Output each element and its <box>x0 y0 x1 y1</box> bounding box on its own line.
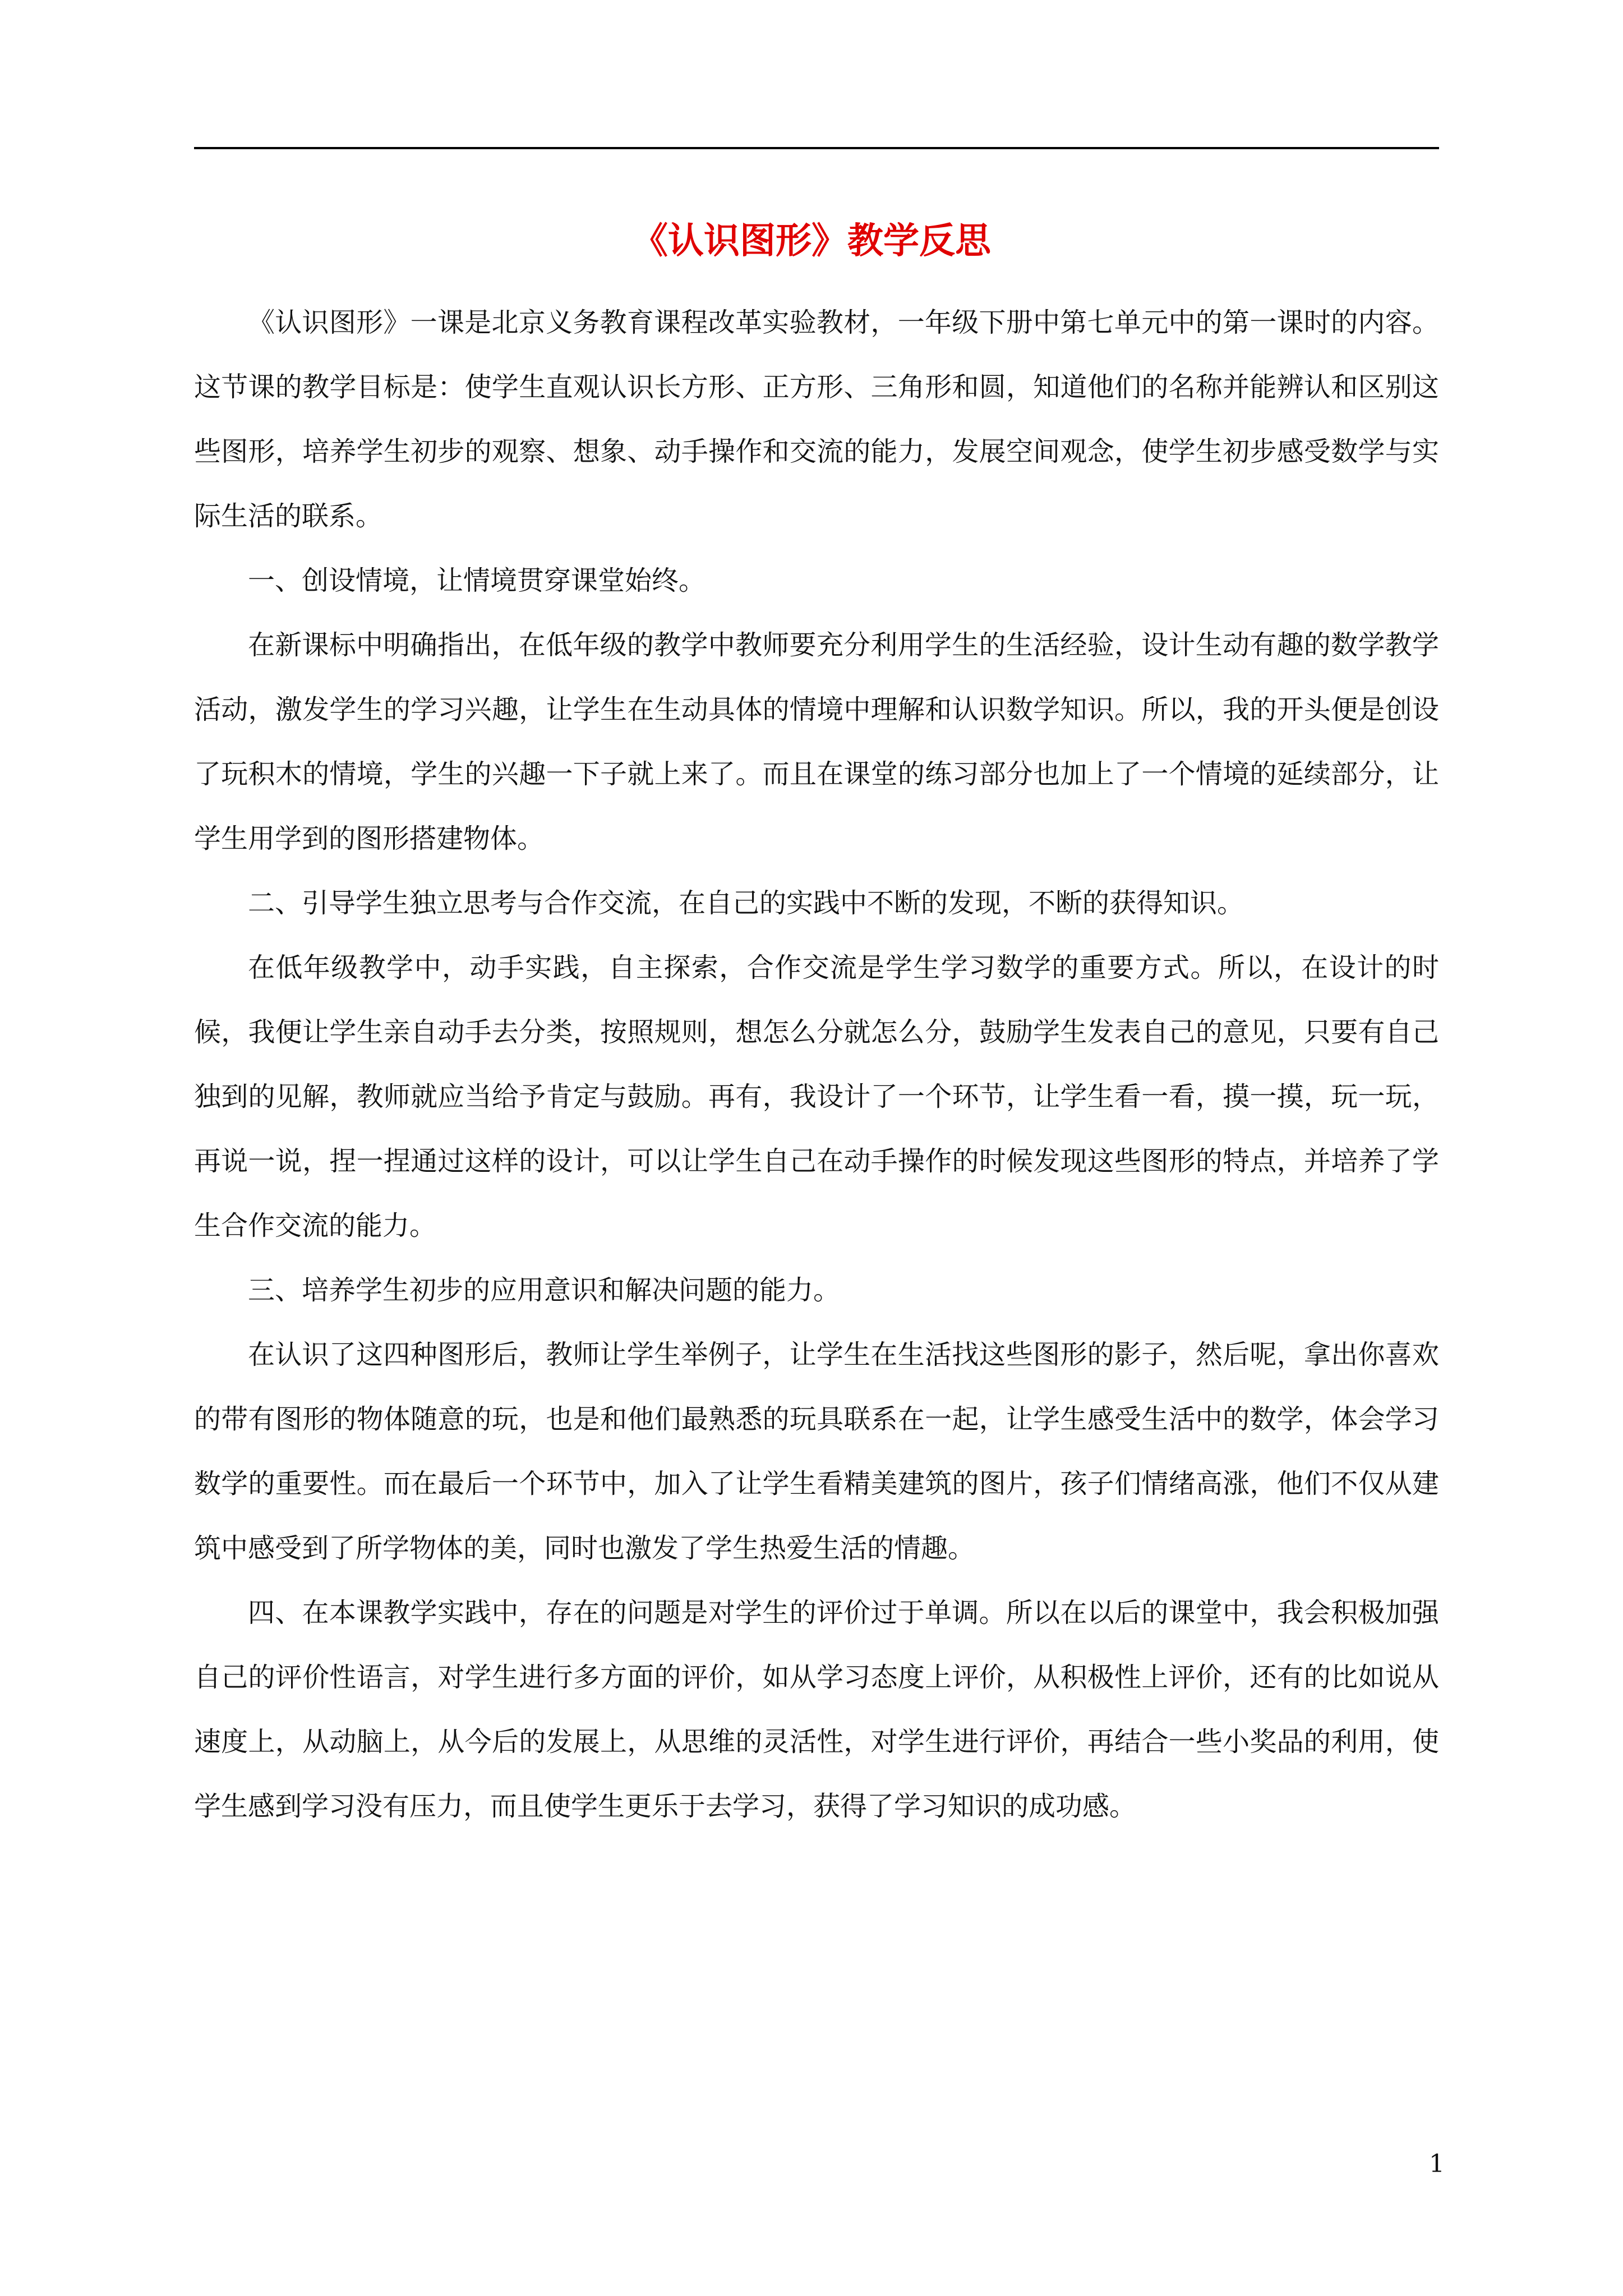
section-paragraph-1: 在新课标中明确指出，在低年级的教学中教师要充分利用学生的生活经验，设计生动有趣的数学教学活动，激发学生的学习兴趣，让学生在生动具体的情境中理解和认识数学知识。所以，我的开头便是创设了玩积木的情境，学生的兴趣一下子就上来了。而且在课堂的练习部分也加上了一个情境的延续部分，让学生用学到的图形搭建物体。 <box>194 629 1439 854</box>
page-number: 1 <box>1429 2150 1445 2178</box>
section-paragraph-3: 在认识了这四种图形后，教师让学生举例子，让学生在生活找这些图形的影子，然后呢，拿出你喜欢的带有图形的物体随意的玩，也是和他们最熟悉的玩具联系在一起，让学生感受生活中的数学，体会学习数学的重要性。而在最后一个环节中，加入了让学生看精美建筑的图片，孩子们情绪高涨，他们不仅从建筑中感受到了所学物体的美，同时也激发了学生热爱生活的情趣。 <box>194 1339 1439 1564</box>
section-paragraph-2: 在低年级教学中，动手实践，自主探索，合作交流是学生学习数学的重要方式。所以，在设计的时候，我便让学生亲自动手去分类，按照规则，想怎么分就怎么分，鼓励学生发表自己的意见，只要有自己独到的见解，教师就应当给予肯定与鼓励。再有，我设计了一个环节，让学生看一看，摸一摸，玩一玩，再说一说，捏一捏通过这样的设计，可以让学生自己在动手操作的时候发现这些图形的特点，并培养了学生合作交流的能力。 <box>194 952 1439 1241</box>
intro-paragraph: 《认识图形》一课是北京义务教育课程改革实验教材，一年级下册中第七单元中的第一课时的内容。这节课的教学目标是：使学生直观认识长方形、正方形、三角形和圆，知道他们的名称并能辨认和区别这些图形，培养学生初步的观察、想象、动手操作和交流的能力，发展空间观念，使学生初步感受数学与实际生活的联系。 <box>194 307 1439 532</box>
section-heading-3: 三、培养学生初步的应用意识和解决问题的能力。 <box>248 1274 841 1306</box>
section-heading-1: 一、创设情境，让情境贯穿课堂始终。 <box>248 565 706 596</box>
document-title: 《认识图形》教学反思 <box>632 220 991 262</box>
section-paragraph-4: 四、在本课教学实践中，存在的问题是对学生的评价过于单调。所以在以后的课堂中，我会积极加强自己的评价性语言，对学生进行多方面的评价，如从学习态度上评价，从积极性上评价，还有的比如说从速度上，从动脑上，从今后的发展上，从思维的灵活性，对学生进行评价，再结合一些小奖品的利用，使学生感到学习没有压力，而且使学生更乐于去学习，获得了学习知识的成功感。 <box>194 1597 1439 1822</box>
section-heading-2: 二、引导学生独立思考与合作交流，在自己的实践中不断的发现，不断的获得知识。 <box>248 887 1244 919</box>
header-rule <box>194 147 1439 149</box>
document-body <box>194 291 1439 1839</box>
